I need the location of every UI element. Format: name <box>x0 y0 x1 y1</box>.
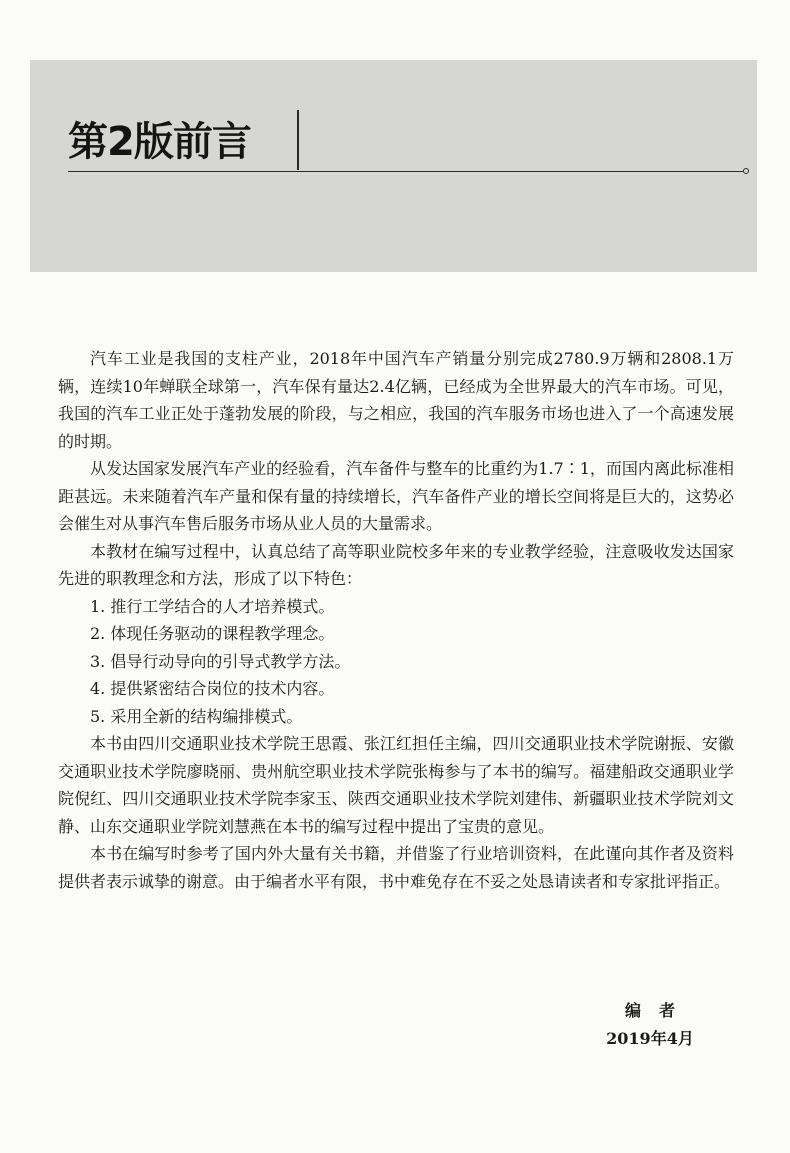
title-divider-vertical <box>297 110 299 170</box>
feature-item-3: 3. 倡导行动导向的引导式教学方法。 <box>90 651 351 671</box>
preface-body <box>58 345 734 895</box>
feature-item-1: 1. 推行工学结合的人才培养模式。 <box>90 596 335 616</box>
feature-item-2: 2. 体现任务驱动的课程教学理念。 <box>90 624 335 643</box>
paragraph-authors: 本书由四川交通职业技术学院王思霞、张江红担任主编，四川交通职业技术学院谢振、安徽交通职业技术学院廖晓丽、贵州航空职业技术学院张梅参与了本书的编写。福建船政交通职业学院倪红、四川交通职业技术学院李家玉、陕西交通职业技术学院刘建伟、新疆职业技术学院刘文静、山东交通职业学院刘慧燕在本书的编写过程中提出了宝贵的意见。 <box>58 734 734 836</box>
paragraph-features-intro: 本教材在编写过程中，认真总结了高等职业院校多年来的专业教学经验，注意吸收发达国家先进的职教理念和方法，形成了以下特色： <box>58 541 734 588</box>
feature-item-5: 5. 采用全新的结构编排模式。 <box>90 706 303 726</box>
paragraph-parts-market: 从发达国家发展汽车产业的经验看，汽车备件与整车的比重约为1.7∶1，而国内离此标准相距甚远。未来随着汽车产量和保有量的持续增长，汽车备件产业的增长空间将是巨大的，这势必会催生对从事汽车售后服务市场从业人员的大量需求。 <box>58 459 734 533</box>
feature-item-4: 4. 提供紧密结合岗位的技术内容。 <box>90 679 335 698</box>
signature-author: 编者 <box>624 1001 693 1020</box>
paragraph-industry-overview: 汽车工业是我国的支柱产业，2018年中国汽车产销量分别完成2780.9万辆和2808.1万辆，连续10年蝉联全球第一，汽车保有量达2.4亿辆，已经成为全世界最大的汽车市场。可见，我国的汽车工业正处于蓬勃发展的阶段，与之相应，我国的汽车服务市场也进入了一个高速发展的时期。 <box>58 349 734 451</box>
title-underline <box>68 171 744 172</box>
underline-end-dot <box>743 168 749 174</box>
signature-block <box>560 997 740 1053</box>
paragraph-acknowledgement: 本书在编写时参考了国内外大量有关书籍，并借鉴了行业培训资料，在此谨向其作者及资料提供者表示诚挚的谢意。由于编者水平有限，书中难免存在不妥之处恳请读者和专家批评指正。 <box>58 844 734 891</box>
page-title: 第2版前言 <box>68 119 251 165</box>
signature-date: 2019年4月 <box>606 1029 694 1048</box>
